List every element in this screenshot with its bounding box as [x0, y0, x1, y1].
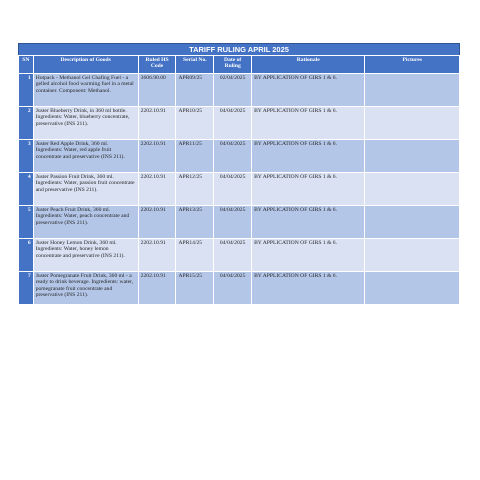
cell-pictures — [365, 173, 460, 206]
cell-hs-code: 2202.10.91 — [138, 206, 176, 239]
cell-rationale: BY APPLICATION OF GIRS 1 & 6. — [252, 173, 365, 206]
table-row[interactable] — [19, 74, 460, 107]
cell-pictures — [365, 140, 460, 173]
cell-description: Juster Blueberry Drink, in 360 ml bottle. Ingredients: Water, blueberry concentrate, preservative (INS 211). — [33, 107, 138, 140]
cell-sn: 6 — [19, 239, 34, 272]
cell-serial: APR09/25 — [176, 74, 214, 107]
header-row — [19, 56, 460, 74]
cell-rationale: BY APPLICATION OF GIRS 1 & 6. — [252, 206, 365, 239]
cell-serial: APR15/25 — [176, 272, 214, 305]
cell-hs-code: 2202.10.91 — [138, 140, 176, 173]
cell-pictures — [365, 239, 460, 272]
cell-date: 04/04/2025 — [214, 140, 252, 173]
cell-sn: 2 — [19, 107, 34, 140]
cell-serial: APR14/25 — [176, 239, 214, 272]
cell-hs-code: 2202.10.91 — [138, 272, 176, 305]
cell-serial: APR12/25 — [176, 173, 214, 206]
cell-sn: 5 — [19, 206, 34, 239]
table-row[interactable] — [19, 173, 460, 206]
header-pictures: Pictures — [365, 56, 460, 74]
cell-date: 04/04/2025 — [214, 239, 252, 272]
header-date: Date of Ruling — [214, 56, 252, 74]
cell-pictures — [365, 74, 460, 107]
cell-hs-code: 2202.10.91 — [138, 107, 176, 140]
header-rationale: Rationale — [252, 56, 365, 74]
cell-date: 04/04/2025 — [214, 173, 252, 206]
table-row[interactable] — [19, 239, 460, 272]
table-row[interactable] — [19, 107, 460, 140]
cell-sn: 3 — [19, 140, 34, 173]
header-hs-code: Ruled HS Code — [138, 56, 176, 74]
cell-rationale: BY APPLICATION OF GIRS 1 & 6. — [252, 107, 365, 140]
cell-hs-code: 2202.10.91 — [138, 173, 176, 206]
header-serial: Serial No. — [176, 56, 214, 74]
table-row[interactable] — [19, 140, 460, 173]
cell-sn: 1 — [19, 74, 34, 107]
cell-hs-code: 3606.90.00 — [138, 74, 176, 107]
cell-serial: APR10/25 — [176, 107, 214, 140]
header-description: Description of Goods — [33, 56, 138, 74]
cell-description: Juster Passion Fruit Drink, 360 ml. Ingredients: Water, passion fruit concentrate and preservative (INS 211). — [33, 173, 138, 206]
cell-description: Hotpack - Methanol Gel Chafing Fuel - a gelled alcohol food warming fuel in a metal container. Component: Methanol. — [33, 74, 138, 107]
cell-serial: APR13/25 — [176, 206, 214, 239]
cell-rationale: BY APPLICATION OF GIRS 1 & 6. — [252, 140, 365, 173]
cell-description: Juster Honey Lemon Drink, 360 ml. Ingredients: Water, honey lemon concentrate and preservative (INS 211). — [33, 239, 138, 272]
cell-date: 04/04/2025 — [214, 206, 252, 239]
cell-description: Juster Red Apple Drink, 360 ml. Ingredients: Water, red apple fruit concentrate and preservative (INS 211). — [33, 140, 138, 173]
cell-rationale: BY APPLICATION OF GIRS 1 & 6. — [252, 272, 365, 305]
sheet-title: TARIFF RULING APRIL 2025 — [18, 43, 460, 55]
cell-date: 04/04/2025 — [214, 272, 252, 305]
cell-pictures — [365, 107, 460, 140]
cell-description: Juster Peach Fruit Drink, 360 ml. Ingredients: Water, peach concentrate and preservative (INS 211). — [33, 206, 138, 239]
cell-pictures — [365, 272, 460, 305]
table-row[interactable] — [19, 272, 460, 305]
header-sn: SN — [19, 56, 34, 74]
cell-rationale: BY APPLICATION OF GIRS 1 & 6. — [252, 74, 365, 107]
table-row[interactable] — [19, 206, 460, 239]
tariff-ruling-sheet — [18, 43, 460, 305]
cell-sn: 4 — [19, 173, 34, 206]
cell-description: Juster Pomegranate Fruit Drink, 360 ml - a ready to drink beverage. Ingredients: water, pomegranate fruit concentrate and preservative (INS 211). — [33, 272, 138, 305]
cell-date: 02/04/2025 — [214, 74, 252, 107]
cell-serial: APR11/25 — [176, 140, 214, 173]
cell-sn: 7 — [19, 272, 34, 305]
cell-pictures — [365, 206, 460, 239]
cell-rationale: BY APPLICATION OF GIRS 1 & 6. — [252, 239, 365, 272]
tariff-table — [18, 55, 460, 305]
cell-hs-code: 2202.10.91 — [138, 239, 176, 272]
cell-date: 04/04/2025 — [214, 107, 252, 140]
